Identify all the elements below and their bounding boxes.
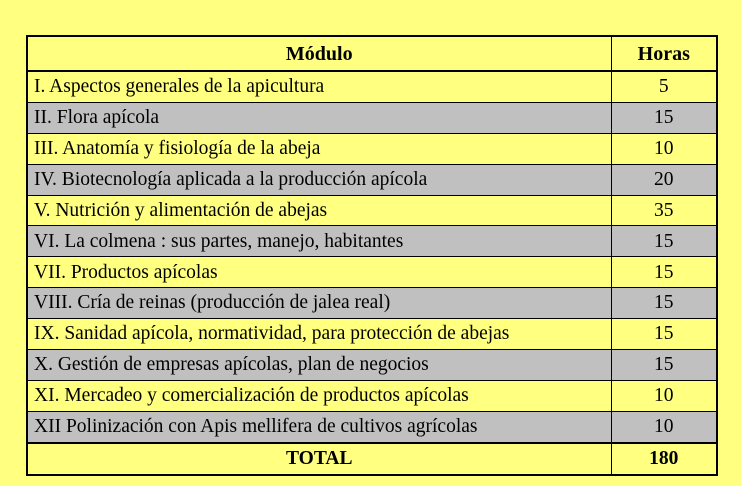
table-row bbox=[27, 133, 717, 164]
module-cell: IX. Sanidad apícola, normatividad, para protección de abejas bbox=[27, 319, 611, 350]
hours-cell: 15 bbox=[611, 226, 717, 257]
module-cell: V. Nutrición y alimentación de abejas bbox=[27, 195, 611, 226]
hours-cell: 15 bbox=[611, 350, 717, 381]
module-cell: VIII. Cría de reinas (producción de jalea real) bbox=[27, 288, 611, 319]
module-cell: III. Anatomía y fisiología de la abeja bbox=[27, 133, 611, 164]
hours-cell: 15 bbox=[611, 257, 717, 288]
hours-cell: 10 bbox=[611, 380, 717, 411]
module-cell: II. Flora apícola bbox=[27, 102, 611, 133]
hours-cell: 35 bbox=[611, 195, 717, 226]
hours-cell: 5 bbox=[611, 71, 717, 102]
table-row bbox=[27, 164, 717, 195]
table-row bbox=[27, 288, 717, 319]
course-modules-table bbox=[26, 35, 718, 476]
table-row bbox=[27, 257, 717, 288]
hours-cell: 10 bbox=[611, 411, 717, 442]
module-cell: VII. Productos apícolas bbox=[27, 257, 611, 288]
table-row bbox=[27, 350, 717, 381]
hours-cell: 20 bbox=[611, 164, 717, 195]
module-cell: VI. La colmena : sus partes, manejo, habitantes bbox=[27, 226, 611, 257]
table-row bbox=[27, 411, 717, 442]
table-row bbox=[27, 319, 717, 350]
table-row bbox=[27, 102, 717, 133]
table-row bbox=[27, 226, 717, 257]
header-module: Módulo bbox=[27, 36, 611, 71]
hours-cell: 15 bbox=[611, 102, 717, 133]
module-cell: XI. Mercadeo y comercialización de productos apícolas bbox=[27, 380, 611, 411]
module-cell: I. Aspectos generales de la apicultura bbox=[27, 71, 611, 102]
total-row bbox=[27, 443, 717, 475]
table-row bbox=[27, 195, 717, 226]
table-header-row bbox=[27, 36, 717, 71]
table-row bbox=[27, 380, 717, 411]
module-cell: IV. Biotecnología aplicada a la producción apícola bbox=[27, 164, 611, 195]
table-row bbox=[27, 71, 717, 102]
hours-cell: 15 bbox=[611, 288, 717, 319]
header-hours: Horas bbox=[611, 36, 717, 71]
course-modules-table-wrapper bbox=[26, 35, 716, 476]
total-label: TOTAL bbox=[27, 443, 611, 475]
hours-cell: 10 bbox=[611, 133, 717, 164]
module-cell: XII Polinización con Apis mellifera de cultivos agrícolas bbox=[27, 411, 611, 442]
hours-cell: 15 bbox=[611, 319, 717, 350]
total-hours: 180 bbox=[611, 443, 717, 475]
module-cell: X. Gestión de empresas apícolas, plan de negocios bbox=[27, 350, 611, 381]
